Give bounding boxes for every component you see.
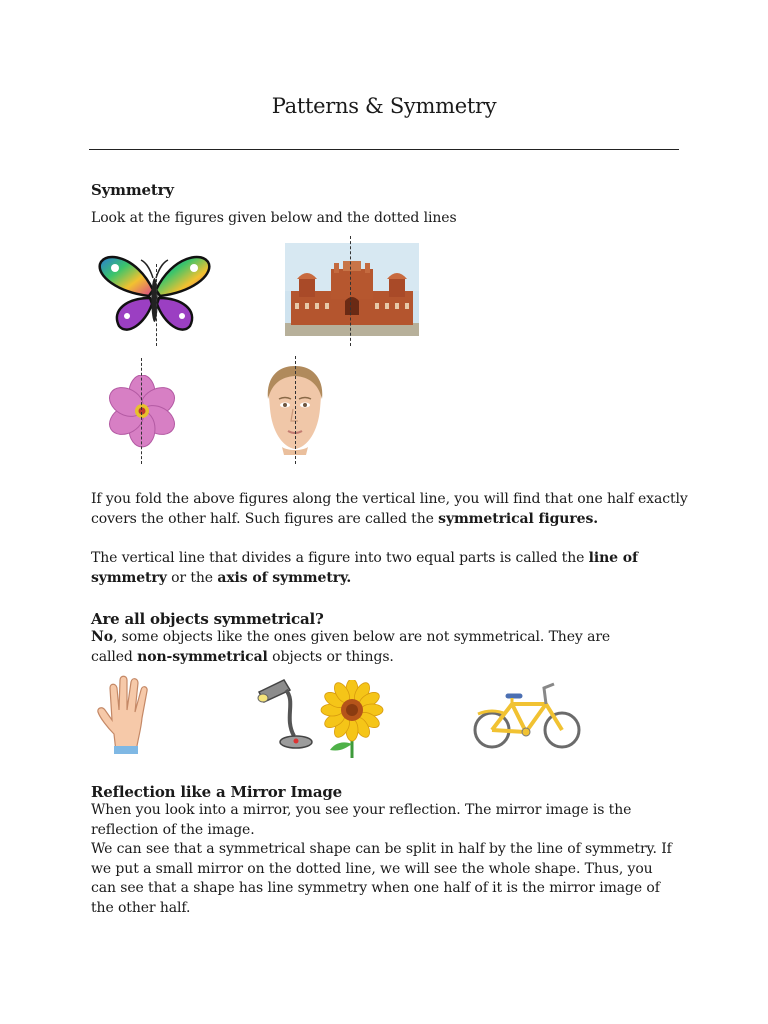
flower-icon [97, 375, 187, 457]
flower-figure [97, 375, 187, 457]
section-heading-reflection: Reflection like a Mirror Image [91, 783, 342, 801]
fold-paragraph [91, 490, 691, 529]
fold-text: If you fold the above figures along the vertical line, you will find that one half exactly covers the other half. Such figures are called the [91, 491, 688, 527]
flower-symmetry-line [141, 358, 142, 464]
hand-icon [96, 674, 158, 754]
term-symmetrical-figures: symmetrical figures. [438, 510, 599, 527]
answer-no: No [91, 629, 113, 645]
line-of-symmetry-paragraph [91, 549, 691, 588]
butterfly-symmetry-line [156, 264, 157, 346]
red-fort-icon [285, 243, 419, 336]
reflection-paragraph-2: We can see that a symmetrical shape can be split in half by the line of symmetry. If we put a small mirror on the dotted line, we will see the whole shape. Thus, you can see that a shape has line symmetry when one half of it is the mirror image of the other half. [91, 841, 672, 916]
red-fort-figure [285, 243, 419, 336]
term-line-of-symmetry: line of symmetry [91, 550, 638, 586]
bicycle-icon [470, 678, 582, 752]
red-fort-symmetry-line [350, 236, 351, 346]
reflection-paragraph-1: When you look into a mirror, you see your reflection. The mirror image is the reflection of the image. [91, 802, 632, 838]
page-title: Patterns & Symmetry [271, 94, 497, 118]
question-text-1: , some objects like the ones given below are not symmetrical. They are called [91, 629, 611, 665]
bicycle-figure [470, 678, 582, 752]
butterfly-icon [97, 250, 212, 340]
question-text-2: objects or things. [267, 648, 394, 665]
section-heading-symmetry: Symmetry [91, 181, 174, 199]
line-text-1: The vertical line that divides a figure into two equal parts is called the [91, 550, 589, 566]
butterfly-figure [97, 250, 212, 340]
lamp-icon [256, 676, 314, 754]
section-heading-question: Are all objects symmetrical? [91, 610, 324, 628]
term-axis-of-symmetry: axis of symmetry. [217, 569, 352, 586]
sunflower-figure [320, 680, 384, 758]
symmetry-intro: Look at the figures given below and the dotted lines [91, 210, 457, 226]
lamp-figure [256, 676, 314, 754]
term-non-symmetrical: non-symmetrical [137, 648, 268, 665]
hand-figure [96, 674, 158, 754]
line-text-2: or the [166, 569, 218, 586]
face-symmetry-line [295, 356, 296, 464]
non-symmetrical-paragraph [91, 628, 611, 667]
sunflower-icon [320, 680, 384, 758]
title-divider [89, 149, 679, 150]
